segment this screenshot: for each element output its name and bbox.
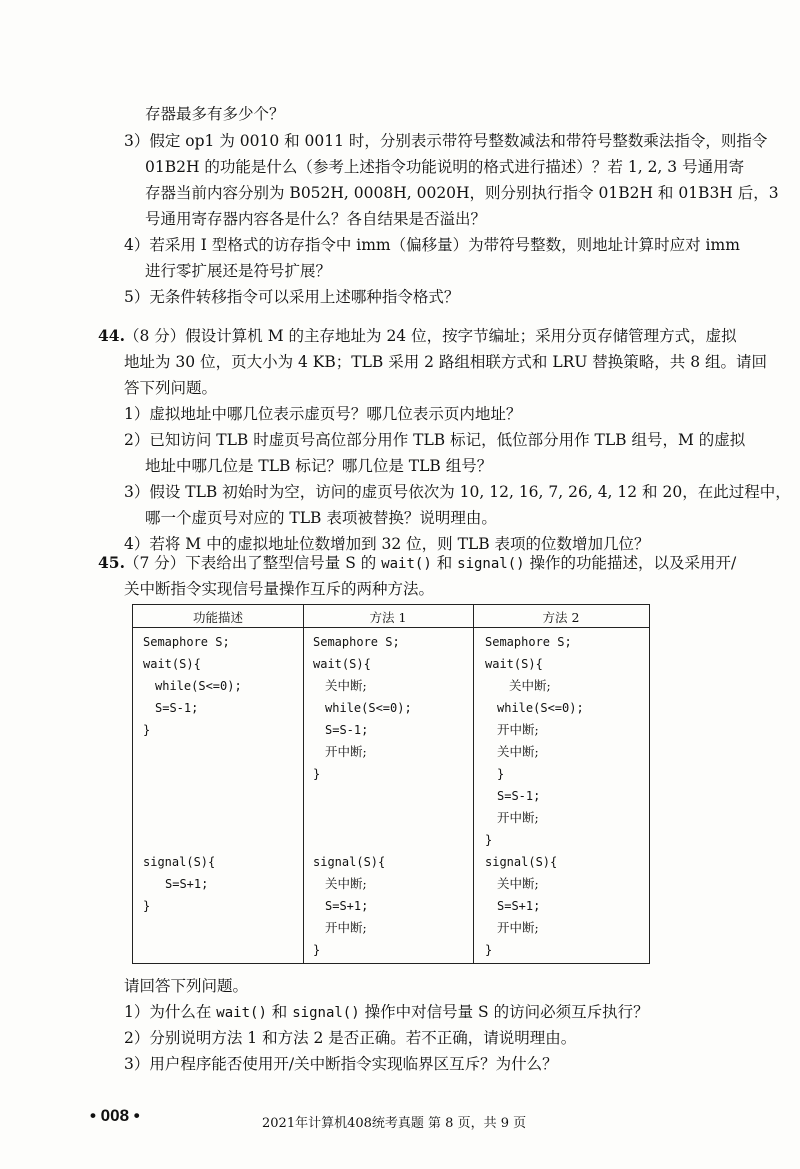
q43-item3-line2: 01B2H 的功能是什么（参考上述指令功能说明的格式进行描述）？若 1, 2, 3 号通用寄 — [145, 158, 745, 176]
col2-signal-code: signal(S){ 关中断; S=S+1; 开中断; } — [313, 855, 386, 957]
q44-stem-line3: 答下列问题。 — [124, 379, 218, 397]
wait-code: wait() — [381, 556, 432, 572]
q43-item4-line2: 进行零扩展还是符号扩展？ — [145, 262, 332, 280]
q44-item1: 1）虚拟地址中哪几位表示虚页号？哪几位表示页内地址？ — [124, 405, 522, 423]
col1-code: Semaphore S; wait(S){ while(S<=0); S=S-1; } — [143, 635, 242, 737]
q44-item2-line2: 地址中哪几位是 TLB 标记？哪几位是 TLB 组号？ — [145, 457, 493, 475]
q44-item4: 4）若将 M 中的虚拟地址位数增加到 32 位，则 TLB 表项的位数增加几位？ — [124, 535, 650, 553]
q43-item3-line4: 号通用寄存器内容各是什么？各自结果是否溢出？ — [145, 210, 487, 228]
page-marker: • 008 • — [90, 1106, 140, 1125]
q45-question3: 3）用户程序能否使用开/关中断指令实现临界区互斥？为什么？ — [124, 1055, 558, 1073]
q43-item3: 3）假定 op1 为 0010 和 0011 时，分别表示带符号整数减法和带符号整数乘法指令，则指令 — [124, 132, 768, 150]
q45-stem: （7 分）下表给出了整型信号量 S 的 wait() 和 signal() 操作的功能描述，以及采用开/ — [124, 554, 737, 572]
q43-item4: 4）若采用 I 型格式的访存指令中 imm（偏移量）为带符号整数，则地址计算时应对 imm — [124, 236, 740, 254]
semaphore-table — [132, 604, 650, 964]
col1-signal-code: signal(S){ S=S+1; } — [143, 855, 216, 913]
header-method1: 方法 1 — [369, 610, 407, 625]
signal-code: signal() — [457, 556, 525, 572]
col3-signal-code: signal(S){ 关中断; S=S+1; 开中断; } — [485, 855, 558, 957]
q45-number: 45. — [98, 553, 125, 572]
q44-number: 44. — [98, 326, 125, 345]
q44-stem-line2: 地址为 30 位，页大小为 4 KB；TLB 采用 2 路组相联方式和 LRU 替换策略，共 8 组。请回 — [124, 353, 768, 371]
q45-stem-line2: 关中断指令实现信号量操作互斥的两种方法。 — [124, 580, 435, 598]
q43-item5: 5）无条件转移指令可以采用上述哪种指令格式？ — [124, 288, 460, 306]
header-function: 功能描述 — [192, 610, 243, 625]
header-method2: 方法 2 — [542, 610, 580, 625]
q44-item3-line2: 哪一个虚页号对应的 TLB 表项被替换？说明理由。 — [145, 509, 497, 527]
q44-item3: 3）假设 TLB 初始时为空，访问的虚页号依次为 10, 12, 16, 7, 26, 4, 12 和 20，在此过程中， — [124, 483, 791, 501]
q44-stem: （8 分）假设计算机 M 的主存地址为 24 位，按字节编址；采用分页存储管理方式，虚拟 — [124, 327, 737, 345]
col2-code: Semaphore S; wait(S){ 关中断; while(S<=0); S=S-1; 开中断; } — [313, 635, 412, 781]
q44-item2: 2）已知访问 TLB 时虚页号高位部分用作 TLB 标记，低位部分用作 TLB 组号，M 的虚拟 — [124, 431, 746, 449]
q45-ask: 请回答下列问题。 — [124, 977, 249, 995]
col3-code: Semaphore S; wait(S){ 关中断; while(S<=0); 开中断; 关中断; } S=S-1; 开中断; } — [485, 635, 584, 847]
q45-question2: 2）分别说明方法 1 和方法 2 是否正确。若不正确，请说明理由。 — [124, 1029, 577, 1047]
q43-line: 存器最多有多少个？ — [145, 105, 285, 123]
q45-question1: 1）为什么在 wait() 和 signal() 操作中对信号量 S 的访问必须互斥执行？ — [124, 1003, 649, 1021]
q43-item3-line3: 存器当前内容分别为 B052H, 0008H, 0020H，则分别执行指令 01B2H 和 01B3H 后，3 — [145, 184, 779, 202]
footer-caption: 2021年计算机408统考真题 第 8 页，共 9 页 — [262, 1116, 527, 1131]
